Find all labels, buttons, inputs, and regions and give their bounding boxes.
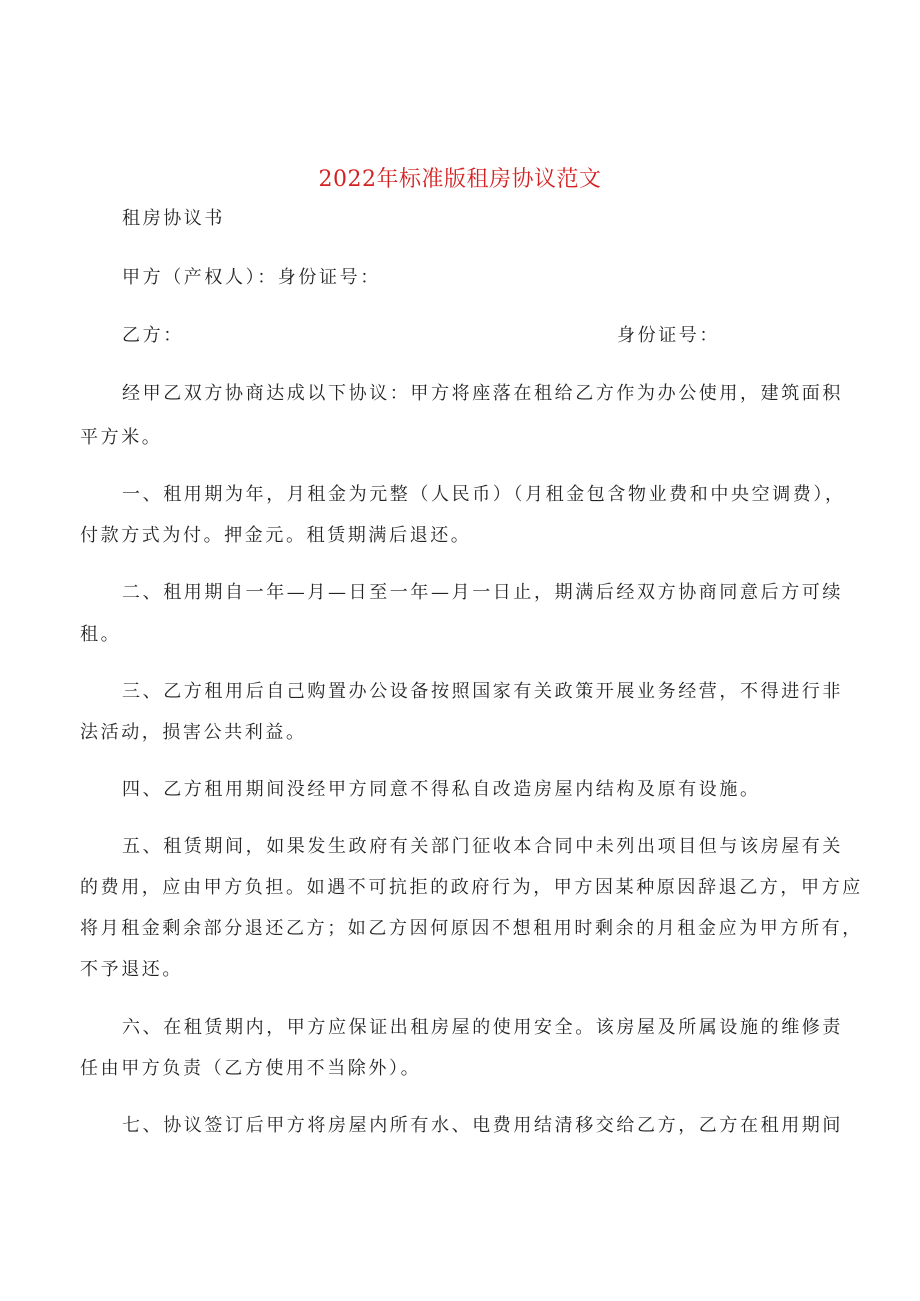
paragraph-line: 三、乙方租用后自己购置办公设备按照国家有关政策开展业务经营，不得进行非 xyxy=(122,681,843,702)
paragraph-line: 不予退还。 xyxy=(80,959,183,980)
paragraph-line: 法活动，损害公共利益。 xyxy=(80,722,307,743)
paragraph-line: 的费用，应由甲方负担。如遇不可抗拒的政府行为，甲方因某种原因辞退乙方，甲方应 xyxy=(80,877,863,898)
paragraph-line: 平方米。 xyxy=(80,427,163,448)
paragraph-line: 六、在租赁期内，甲方应保证出租房屋的使用安全。该房屋及所属设施的维修责 xyxy=(122,1017,843,1038)
paragraph-line: 经甲乙双方协商达成以下协议：甲方将座落在租给乙方作为办公使用，建筑面积 xyxy=(122,383,843,404)
paragraph-line: 二、租用期自一年—月—日至一年—月一日止，期满后经双方协商同意后方可续 xyxy=(122,582,843,603)
paragraph-line: 付款方式为付。押金元。租赁期满后退还。 xyxy=(80,525,472,546)
party-b-label: 乙方： xyxy=(122,325,184,346)
document-title: 2022年标准版租房协议范文 xyxy=(318,167,602,192)
paragraph-line: 将月租金剩余部分退还乙方；如乙方因何原因不想租用时剩余的月租金应为甲方所有， xyxy=(80,918,863,939)
paragraph-line: 四、乙方租用期间没经甲方同意不得私自改造房屋内结构及原有设施。 xyxy=(122,779,761,800)
paragraph-line: 七、协议签订后甲方将房屋内所有水、电费用结清移交给乙方，乙方在租用期间 xyxy=(122,1115,843,1136)
paragraph-line: 任由甲方负责（乙方使用不当除外）。 xyxy=(80,1058,422,1079)
paragraph-line: 租。 xyxy=(80,624,122,645)
party-a-line: 甲方（产权人）：身份证号： xyxy=(122,267,381,288)
party-b-id-label: 身份证号： xyxy=(617,325,720,346)
paragraph-line: 一、租用期为年，月租金为元整（人民币）（月租金包含物业费和中央空调费）， xyxy=(122,484,846,505)
paragraph-line: 五、租赁期间，如果发生政府有关部门征收本合同中未列出项目但与该房屋有关 xyxy=(122,836,843,857)
document-subtitle: 租房协议书 xyxy=(122,208,225,229)
